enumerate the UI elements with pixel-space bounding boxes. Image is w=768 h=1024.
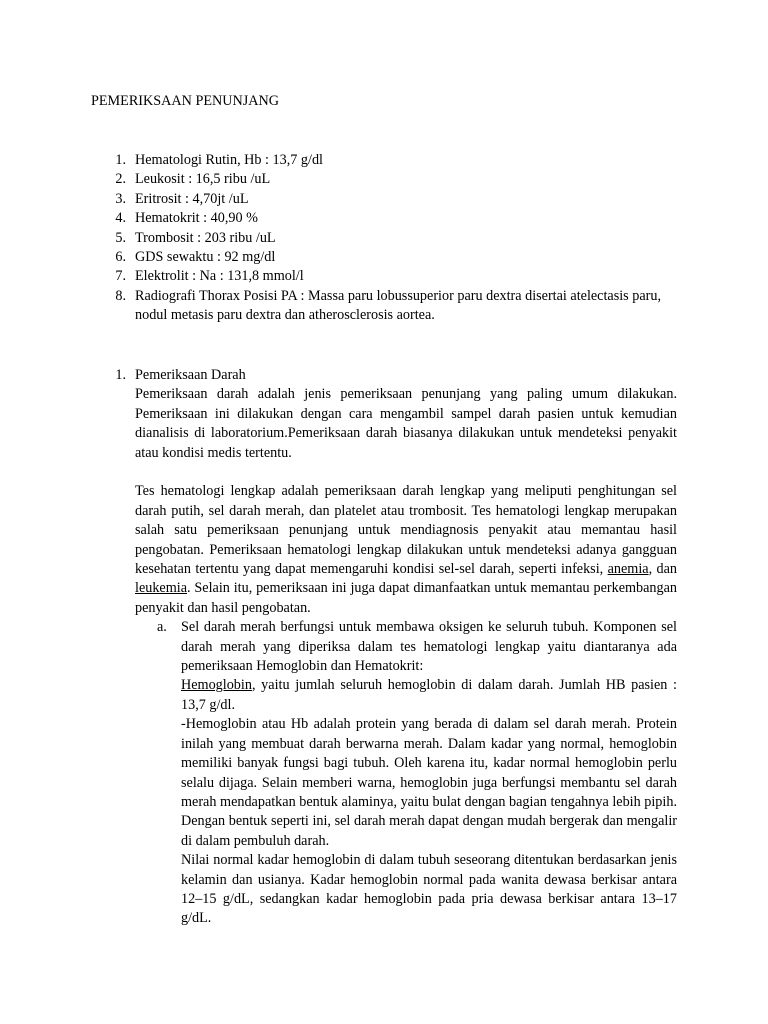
list-item (0, 229, 662, 248)
paragraph: Sel darah merah berfungsi untuk membawa oksigen ke seluruh tubuh. Komponen sel darah merah yang diperiksa dalam tes hematologi lengkap yaitu diantaranya ada pemeriksaan Hemoglobin dan Hematokrit: (181, 619, 677, 675)
section-title: Pemeriksaan Darah (135, 367, 246, 383)
list-item (0, 267, 662, 286)
document-heading: PEMERIKSAAN PENUNJANG (91, 93, 279, 109)
list-item (0, 209, 662, 228)
list-number: 7. (115, 268, 126, 285)
paragraph-text: . Selain itu, pemeriksaan ini juga dapat dimanfaatkan untuk memantau perkembangan penyakit dan hasil pengobatan. (135, 580, 677, 616)
list-item (0, 170, 662, 189)
list-item-text: Elektrolit : Na : 131,8 mmol/l (135, 268, 304, 285)
section-body (135, 385, 677, 618)
list-number: 2. (115, 171, 126, 188)
results-list (0, 151, 768, 326)
hemoglobin-link[interactable]: Hemoglobin (181, 677, 252, 694)
anemia-link[interactable]: anemia (607, 561, 649, 578)
list-item (0, 287, 662, 326)
paragraph (181, 676, 677, 715)
list-item (0, 190, 662, 209)
paragraph-text: , yaitu jumlah seluruh hemoglobin di dalam darah. Jumlah HB pasien : 13,7 g/dl. (181, 677, 677, 713)
list-number: 3. (115, 190, 126, 207)
list-item-text: Radiografi Thorax Posisi PA : Massa paru lobussuperior paru dextra disertai atelectasis paru, nodul metasis paru dextra dan atherosclerosis aortea. (135, 287, 662, 324)
list-item-text: Hematologi Rutin, Hb : 13,7 g/dl (135, 152, 323, 168)
list-item-text: GDS sewaktu : 92 mg/dl (135, 249, 276, 266)
section-pemeriksaan-darah (0, 366, 768, 929)
paragraph: Nilai normal kadar hemoglobin di dalam tubuh seseorang ditentukan berdasarkan jenis kelamin dan usianya. Kadar hemoglobin normal pada wanita dewasa berkisar antara 12–15 g/dL, sedangkan kadar hemoglobin pada pria dewasa berkisar antara 13–17 g/dL. (181, 852, 677, 927)
list-item-text: Hematokrit : 40,90 % (135, 210, 258, 227)
sub-item-label: a. (157, 619, 167, 636)
list-item (0, 248, 662, 267)
paragraph: Pemeriksaan darah adalah jenis pemeriksaan penunjang yang paling umum dilakukan. Pemeriksaan ini dilakukan dengan cara mengambil sampel darah pasien untuk kemudian dianalisis di laboratorium.Pemeriksaan darah biasanya dilakukan untuk mendeteksi penyakit atau kondisi medis tertentu. (135, 386, 677, 461)
list-number: 1. (115, 152, 126, 168)
list-number: 8. (115, 287, 126, 304)
list-number: 6. (115, 249, 126, 266)
section-number: 1. (115, 367, 126, 383)
list-number: 4. (115, 210, 126, 227)
list-item-text: Leukosit : 16,5 ribu /uL (135, 171, 271, 188)
paragraph-text: , dan (648, 561, 677, 578)
list-number: 5. (115, 229, 126, 246)
paragraph-text: Tes hematologi lengkap adalah pemeriksaan darah lengkap yang meliputi penghitungan sel darah putih, sel darah merah, dan platelet atau trombosit. Tes hematologi lengkap merupakan salah satu pemeriksaan penunjang untuk mendiagnosis penyakit atau memantau hasil pengobatan. Pemeriksaan hematologi lengkap dilakukan untuk mendeteksi adanya gangguan kesehatan tertentu yang dapat memengaruhi kondisi sel-sel darah, seperti infeksi, (135, 483, 677, 578)
list-item (0, 151, 662, 170)
paragraph (135, 482, 677, 618)
paragraph: -Hemoglobin atau Hb adalah protein yang berada di dalam sel darah merah. Protein inilah yang membuat darah berwarna merah. Dalam kadar yang normal, hemoglobin memiliki banyak fungsi bagi tubuh. Oleh karena itu, kadar normal hemoglobin perlu selalu dijaga. Selain memberi warna, hemoglobin juga berfungsi membantu sel darah merah mendapatkan bentuk alaminya, yaitu bulat dengan bagian tengahnya lebih pipih. Dengan bentuk seperti ini, sel darah merah dapat dengan mudah bergerak dan mengalir di dalam pembuluh darah. (181, 716, 677, 849)
list-item-text: Trombosit : 203 ribu /uL (135, 229, 276, 246)
section-heading (0, 366, 768, 385)
sub-item-a (157, 618, 677, 929)
list-item-text: Eritrosit : 4,70jt /uL (135, 190, 249, 207)
leukemia-link[interactable]: leukemia (135, 580, 187, 597)
